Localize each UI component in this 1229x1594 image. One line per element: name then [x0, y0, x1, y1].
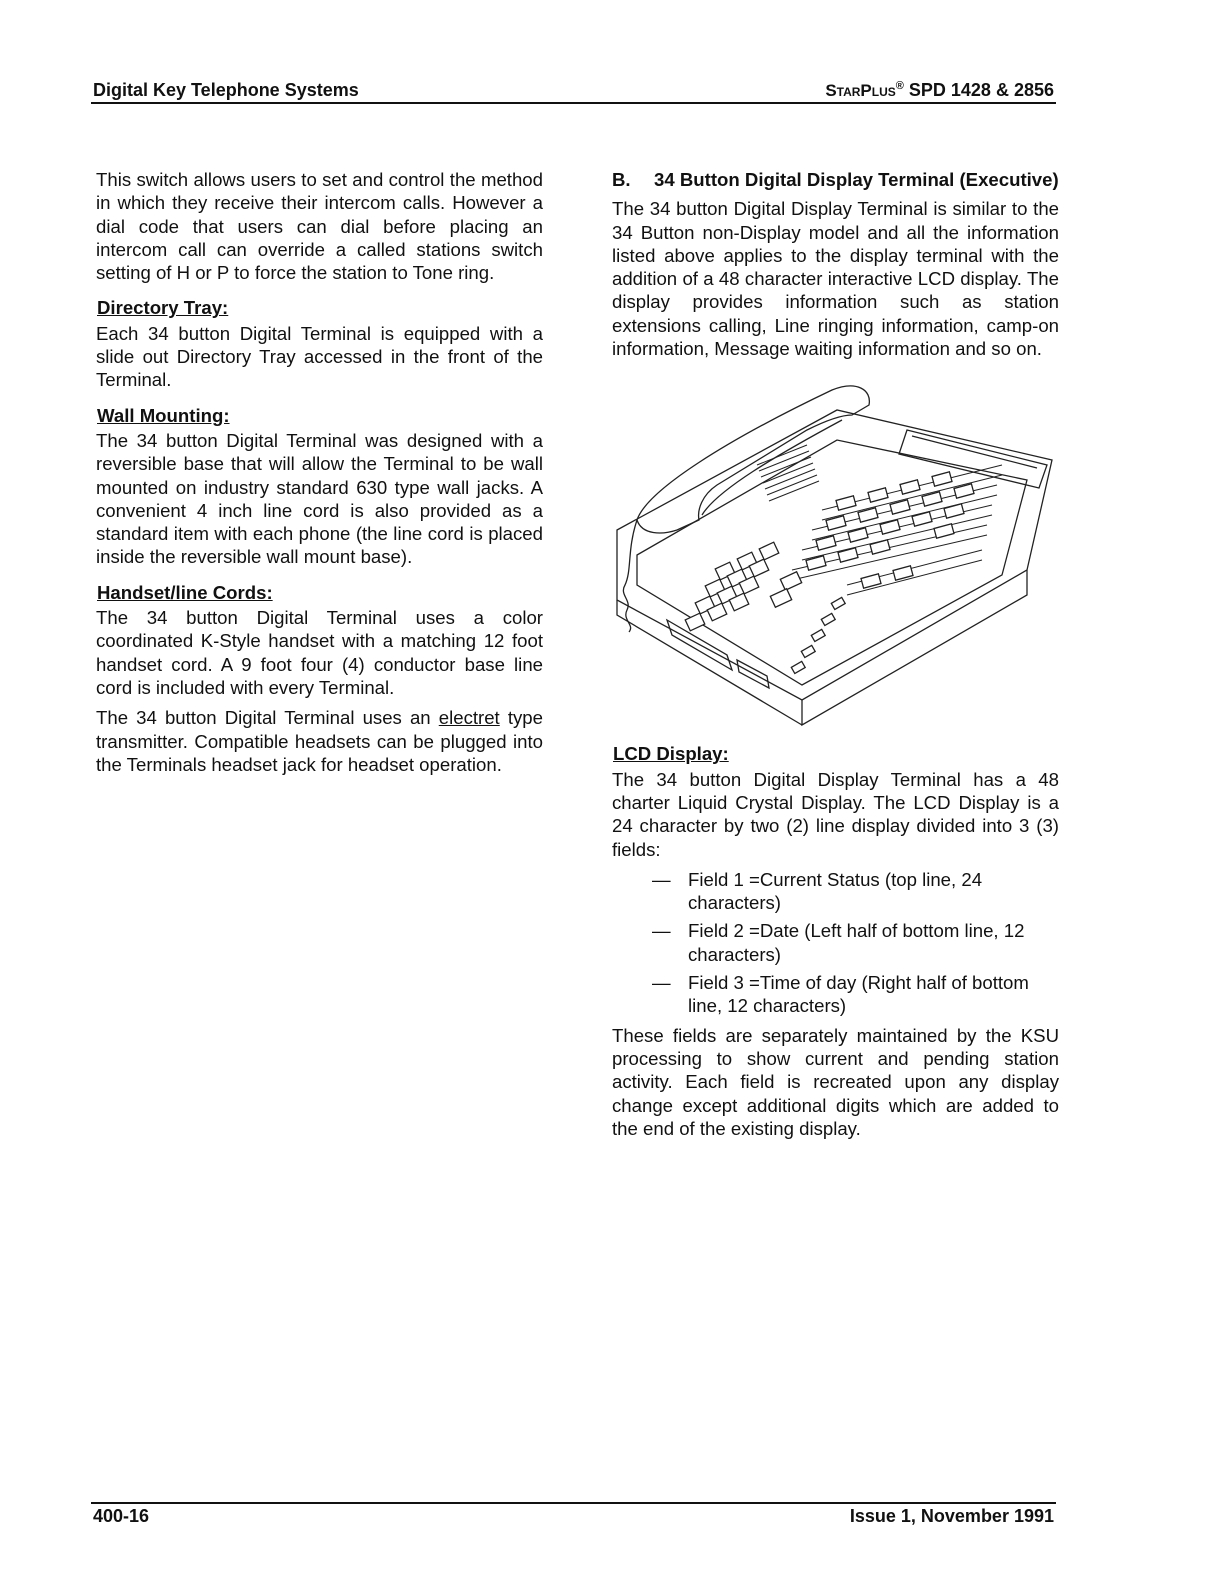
list-item	[652, 868, 1059, 915]
right-column	[612, 168, 1059, 1147]
page-number: 400-16	[93, 1506, 150, 1526]
list-item	[652, 971, 1059, 1018]
handset-cords-body-1: The 34 button Digital Terminal uses a color coordinated K-Style handset with a matching 12 foot handset cord. A 9 foot four (4) conductor base line cord is included with every Terminal.	[96, 607, 543, 698]
lcd-fields-list	[652, 868, 1059, 1018]
dash-bullet: —	[652, 868, 671, 890]
list-item	[652, 919, 1059, 966]
header-title: Digital Key Telephone Systems	[93, 80, 359, 100]
brand-name: StarPlus	[825, 81, 896, 100]
directory-tray-heading: Directory Tray:	[97, 297, 229, 319]
handset-cords-heading: Handset/line Cords:	[97, 581, 273, 603]
wall-mounting-body: The 34 button Digital Terminal was designed with a reversible base that will allow the Terminal to be wall mounted on industry standard 630 type wall jacks. A convenient 4 inch line cord is also provided as a standard item with each phone (the line cord is placed inside the reversible wall mount base).	[96, 429, 543, 568]
dash-bullet: —	[652, 920, 671, 942]
dash-bullet: —	[652, 972, 671, 994]
left-column	[96, 168, 543, 783]
section-letter: B.	[612, 169, 631, 190]
section-b-body: The 34 button Digital Display Terminal is similar to the 34 Button non-Display model and all the information listed above applies to the display terminal with the addition of a 48 character interactive LCD display. The display provides information such as station extensions calling, Line ringing information, camp-on information, Message waiting information and so on.	[612, 198, 1059, 360]
header-product	[825, 80, 1054, 101]
issue-date: Issue 1, November 1991	[849, 1506, 1054, 1526]
handset-cords-body-2	[96, 706, 543, 776]
field-2-text: Field 2 =Date (Left half of bottom line, 12 characters)	[688, 920, 1025, 965]
body2-pre: The 34 button Digital Terminal uses an	[96, 707, 439, 729]
page-header	[91, 80, 1056, 104]
body2-post: type transmitter. Compatible headsets can be plugged into the Terminals headset jack for headset operation.	[96, 707, 543, 775]
wall-mounting-heading: Wall Mounting:	[97, 404, 230, 426]
lcd-display-body: The 34 button Digital Display Terminal has a 48 charter Liquid Crystal Display. The LCD Display is a 24 character by two (2) line display divided into 3 (3) fields:	[612, 768, 1059, 860]
telephone-illustration	[607, 370, 1057, 730]
intro-paragraph: This switch allows users to set and control the method in which they receive their intercom calls. However a dial code that users can dial before placing an intercom call can override a called stations switch setting of H or P to force the station to Tone ring.	[96, 169, 543, 284]
field-3-text: Field 3 =Time of day (Right half of bottom line, 12 characters)	[688, 972, 1029, 1017]
electret-term: electret	[438, 707, 500, 729]
lcd-display-heading: LCD Display:	[613, 743, 729, 765]
section-b-heading	[612, 168, 1059, 191]
directory-tray-body: Each 34 button Digital Terminal is equipped with a slide out Directory Tray accessed in the front of the Terminal.	[96, 322, 543, 391]
registered-mark: ®	[895, 80, 904, 92]
telephone-drawing	[607, 370, 1057, 730]
section-title: 34 Button Digital Display Terminal (Executive)	[654, 169, 1059, 190]
model-number: SPD 1428 & 2856	[908, 80, 1054, 100]
field-1-text: Field 1 =Current Status (top line, 24 characters)	[688, 868, 983, 914]
page-footer	[91, 1502, 1056, 1526]
lcd-closing-paragraph: These fields are separately maintained by the KSU processing to show current and pending station activity. Each field is recreated upon any display change except additional digits which are added to the end of the existing display.	[612, 1024, 1059, 1139]
